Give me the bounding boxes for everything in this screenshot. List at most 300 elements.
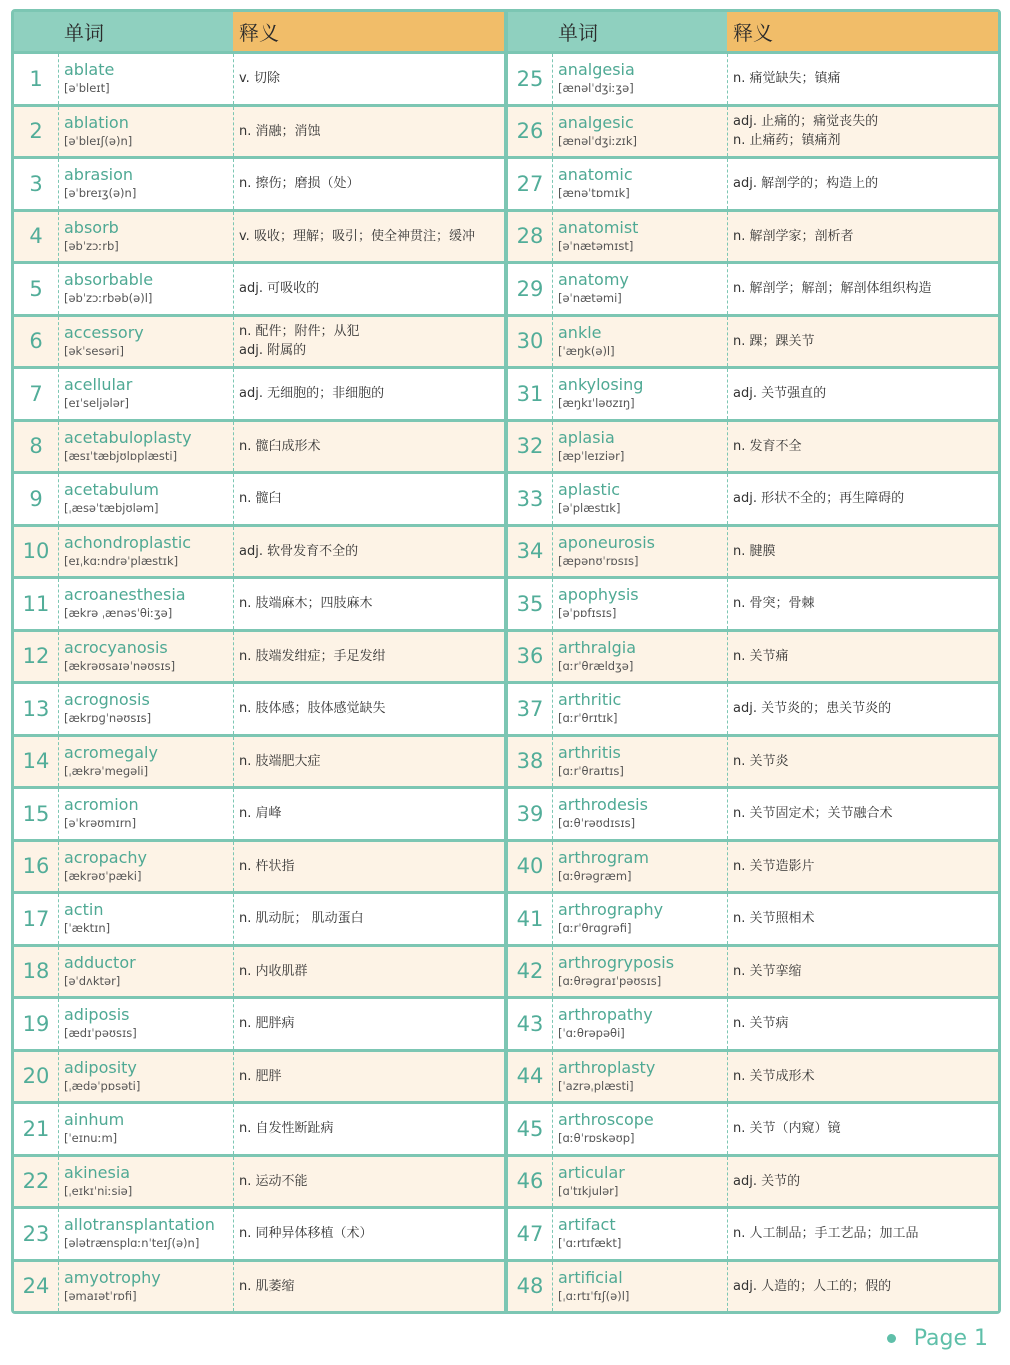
row-number: 32 <box>516 434 544 459</box>
definition-cell <box>233 369 504 419</box>
word-text: arthropathy <box>558 1005 653 1025</box>
table-row <box>508 681 998 734</box>
definition-text: v. 吸收；理解；吸引；使全神贯注；缓冲 <box>239 228 475 244</box>
word-cell <box>552 159 727 209</box>
table-row <box>508 734 998 787</box>
phonetic-text: [æŋkɪˈləʊzɪŋ] <box>558 396 635 411</box>
word-text: absorb <box>64 217 119 237</box>
phonetic-text: [ækrɒɡˈnəʊsɪs] <box>64 711 152 726</box>
definition-text: n. 解剖学家；剖析者 <box>733 228 854 244</box>
word-cell <box>552 737 727 787</box>
word-cell <box>58 947 233 997</box>
phonetic-text: [ɑːθˈrəʊdɪsɪs] <box>558 816 636 831</box>
definition-text: adj. 形状不全的；再生障碍的 <box>733 491 905 507</box>
word-text: ankylosing <box>558 375 644 395</box>
page-footer <box>887 1326 988 1351</box>
definition-cell <box>727 842 998 892</box>
phonetic-text: [ˈɑːrtɪfækt] <box>558 1236 622 1251</box>
table-row <box>508 576 998 629</box>
word-cell <box>552 1209 727 1259</box>
table-row <box>508 471 998 524</box>
rows-left <box>14 51 504 1311</box>
word-cell <box>552 684 727 734</box>
word-text: accessory <box>64 322 144 342</box>
word-text: artifact <box>558 1215 616 1235</box>
definition-text: n. 配件；附件；从犯 <box>239 324 360 340</box>
phonetic-text: [æsɪˈtæbjʊlɒplæsti] <box>64 448 178 463</box>
word-cell <box>58 1052 233 1102</box>
definition-cell <box>233 422 504 472</box>
word-cell <box>552 632 727 682</box>
row-number: 22 <box>22 1169 50 1194</box>
row-number: 48 <box>516 1274 544 1299</box>
phonetic-text: [əˈbleɪt] <box>64 81 110 96</box>
phonetic-text: [əmaɪətˈrɒfi] <box>64 1288 137 1303</box>
phonetic-text: [ɑːrˈθraɪtɪs] <box>558 763 624 778</box>
table-row <box>14 1101 504 1154</box>
word-cell <box>58 107 233 157</box>
word-cell <box>58 212 233 262</box>
row-number: 3 <box>29 171 43 196</box>
word-cell <box>58 842 233 892</box>
phonetic-text: [əˈbreɪʒ(ə)n] <box>64 186 137 201</box>
definition-text: n. 关节（内窥）镜 <box>733 1121 841 1137</box>
definition-cell <box>727 212 998 262</box>
left-column <box>14 12 504 1311</box>
row-number: 24 <box>22 1274 50 1299</box>
row-number: 35 <box>516 591 544 616</box>
definition-text: n. 肢端发绀症；手足发绀 <box>239 648 386 664</box>
definition-text: n. 关节固定术；关节融合术 <box>733 806 893 822</box>
table-row <box>14 786 504 839</box>
definition-text: n. 关节病 <box>733 1016 789 1032</box>
word-text: arthrogram <box>558 847 649 867</box>
page-number: Page 1 <box>913 1326 988 1351</box>
table-row <box>14 524 504 577</box>
definition-text: n. 关节照相术 <box>733 911 815 927</box>
definition-cell <box>727 369 998 419</box>
row-number: 41 <box>516 906 544 931</box>
definition-text: n. 发育不全 <box>733 438 802 454</box>
phonetic-text: [ˌækrəˈmeɡəli] <box>64 763 149 778</box>
row-number: 12 <box>22 644 50 669</box>
table-row <box>14 891 504 944</box>
definition-cell <box>233 947 504 997</box>
table-row <box>508 1154 998 1207</box>
header-word: 单词 <box>508 12 727 51</box>
word-cell <box>58 1157 233 1207</box>
definition-cell <box>233 842 504 892</box>
row-number: 13 <box>22 696 50 721</box>
table-row <box>14 839 504 892</box>
row-number: 43 <box>516 1011 544 1036</box>
table-row <box>508 996 998 1049</box>
definition-cell <box>233 159 504 209</box>
phonetic-text: [ˈeɪnuːm] <box>64 1131 118 1146</box>
word-cell <box>552 789 727 839</box>
definition-cell <box>233 632 504 682</box>
phonetic-text: [ˈæktɪn] <box>64 921 111 936</box>
vocabulary-table <box>11 9 1001 1314</box>
phonetic-text: [ɑˈtɪkjulər] <box>558 1183 619 1198</box>
definition-text: adj. 关节强直的 <box>733 386 827 402</box>
row-number: 10 <box>22 539 50 564</box>
table-row <box>14 156 504 209</box>
header-definition: 释义 <box>233 12 504 51</box>
definition-text: n. 消融；消蚀 <box>239 123 321 139</box>
row-number: 37 <box>516 696 544 721</box>
definition-text: adj. 附属的 <box>239 343 307 359</box>
rows-right <box>508 51 998 1311</box>
row-number: 11 <box>22 591 50 616</box>
definition-cell <box>727 474 998 524</box>
word-text: acrocyanosis <box>64 637 168 657</box>
word-cell <box>552 527 727 577</box>
table-row <box>14 944 504 997</box>
definition-text: n. 肌萎缩 <box>239 1278 295 1294</box>
word-cell <box>552 894 727 944</box>
definition-text: n. 肥胖病 <box>239 1016 295 1032</box>
word-text: adiposity <box>64 1057 137 1077</box>
row-number: 40 <box>516 854 544 879</box>
word-text: anatomic <box>558 165 633 185</box>
phonetic-text: [ænəlˈdʒiːʒə] <box>558 81 634 96</box>
definition-text: n. 人工制品；手工艺品；加工品 <box>733 1226 919 1242</box>
word-text: acellular <box>64 375 133 395</box>
word-cell <box>58 369 233 419</box>
row-number: 29 <box>516 276 544 301</box>
table-row <box>508 314 998 367</box>
definition-cell <box>727 789 998 839</box>
word-text: artificial <box>558 1267 623 1287</box>
word-text: allotransplantation <box>64 1215 215 1235</box>
phonetic-text: [ænəlˈdʒiːzɪk] <box>558 133 637 148</box>
phonetic-text: [æpənʊˈrɒsɪs] <box>558 553 639 568</box>
table-row <box>14 576 504 629</box>
word-text: arthroscope <box>558 1110 654 1130</box>
phonetic-text: [əbˈzɔːrb] <box>64 238 119 253</box>
row-number: 34 <box>516 539 544 564</box>
phonetic-text: [əbˈzɔːrbəb(ə)l] <box>64 291 153 306</box>
table-row <box>508 419 998 472</box>
definition-cell <box>727 159 998 209</box>
definition-text: n. 关节挛缩 <box>733 963 802 979</box>
table-row <box>508 1206 998 1259</box>
phonetic-text: [ˈɑːθrəpəθi] <box>558 1026 625 1041</box>
word-text: articular <box>558 1162 625 1182</box>
word-cell <box>58 422 233 472</box>
word-text: arthritis <box>558 742 621 762</box>
definition-text: n. 痛觉缺失；镇痛 <box>733 71 841 87</box>
definition-text: n. 关节炎 <box>733 753 789 769</box>
row-number: 21 <box>22 1116 50 1141</box>
row-number: 1 <box>29 66 43 91</box>
row-number: 18 <box>22 959 50 984</box>
definition-cell <box>727 1262 998 1312</box>
definition-cell <box>727 999 998 1049</box>
phonetic-text: [ˌɑːrtɪˈfɪʃ(ə)l] <box>558 1288 630 1303</box>
word-text: acetabuloplasty <box>64 427 192 447</box>
word-cell <box>58 159 233 209</box>
row-number: 4 <box>29 224 43 249</box>
word-cell <box>552 1052 727 1102</box>
row-number: 47 <box>516 1221 544 1246</box>
definition-text: n. 腱膜 <box>733 543 776 559</box>
word-text: acetabulum <box>64 480 159 500</box>
table-row <box>508 156 998 209</box>
word-text: akinesia <box>64 1162 131 1182</box>
word-cell <box>552 579 727 629</box>
row-number: 45 <box>516 1116 544 1141</box>
table-row <box>508 261 998 314</box>
word-text: acrognosis <box>64 690 150 710</box>
word-cell <box>58 894 233 944</box>
row-number: 31 <box>516 381 544 406</box>
phonetic-text: [əˈpɒfɪsɪs] <box>558 606 617 621</box>
row-number: 27 <box>516 171 544 196</box>
phonetic-text: [ˌæsəˈtæbjʊləm] <box>64 501 159 516</box>
word-text: analgesic <box>558 112 634 132</box>
definition-text: n. 踝；踝关节 <box>733 333 815 349</box>
word-cell <box>552 264 727 314</box>
word-cell <box>552 1262 727 1312</box>
row-number: 5 <box>29 276 43 301</box>
word-text: adiposis <box>64 1005 130 1025</box>
word-text: anatomist <box>558 217 639 237</box>
word-cell <box>58 632 233 682</box>
definition-text: adj. 软骨发育不全的 <box>239 543 359 559</box>
row-number: 15 <box>22 801 50 826</box>
definition-text: n. 关节痛 <box>733 648 789 664</box>
word-cell <box>552 999 727 1049</box>
row-number: 9 <box>29 486 43 511</box>
phonetic-text: [ækrəʊsaɪəˈnəʊsɪs] <box>64 658 176 673</box>
table-row <box>14 629 504 682</box>
row-number: 23 <box>22 1221 50 1246</box>
definition-cell <box>233 264 504 314</box>
definition-cell <box>727 1157 998 1207</box>
definition-text: n. 肢端麻木；四肢麻木 <box>239 596 373 612</box>
table-row <box>508 209 998 262</box>
word-cell <box>552 1157 727 1207</box>
word-text: aplasia <box>558 427 615 447</box>
word-text: actin <box>64 900 104 920</box>
definition-cell <box>233 1209 504 1259</box>
table-row <box>14 209 504 262</box>
word-cell <box>58 264 233 314</box>
phonetic-text: [ɑːθrəɡræm] <box>558 868 632 883</box>
word-text: acroanesthesia <box>64 585 186 605</box>
phonetic-text: [ˌeɪkɪˈniːsiə] <box>64 1183 133 1198</box>
definition-cell <box>233 1262 504 1312</box>
table-row <box>14 261 504 314</box>
word-text: ankle <box>558 322 602 342</box>
word-text: acropachy <box>64 847 147 867</box>
definition-text: adj. 关节的 <box>733 1173 801 1189</box>
phonetic-text: [ækrə ˌænəsˈθiːʒə] <box>64 606 173 621</box>
word-text: acromion <box>64 795 139 815</box>
word-cell <box>58 317 233 367</box>
table-row <box>14 366 504 419</box>
word-text: arthralgia <box>558 637 637 657</box>
definition-cell <box>233 1052 504 1102</box>
row-number: 7 <box>29 381 43 406</box>
row-number: 33 <box>516 486 544 511</box>
definition-cell <box>233 54 504 104</box>
phonetic-text: [ɑːθrəɡraɪˈpəʊsɪs] <box>558 973 662 988</box>
definition-cell <box>727 107 998 157</box>
phonetic-text: [ɑːθˈrɒskəʊp] <box>558 1131 635 1146</box>
phonetic-text: [ɑːrˈθrɪtɪk] <box>558 711 618 726</box>
table-row <box>508 366 998 419</box>
row-number: 28 <box>516 224 544 249</box>
table-row <box>508 839 998 892</box>
definition-cell <box>233 999 504 1049</box>
definition-cell <box>727 947 998 997</box>
definition-cell <box>727 579 998 629</box>
word-text: abrasion <box>64 165 134 185</box>
word-text: adductor <box>64 952 136 972</box>
table-row <box>14 734 504 787</box>
word-cell <box>58 684 233 734</box>
word-cell <box>552 107 727 157</box>
definition-text: n. 自发性断趾病 <box>239 1121 334 1137</box>
phonetic-text: [ɑːrˈθrældʒə] <box>558 658 634 673</box>
phonetic-text: [əˈbleɪʃ(ə)n] <box>64 133 133 148</box>
row-number: 20 <box>22 1064 50 1089</box>
row-number: 25 <box>516 66 544 91</box>
table-row <box>508 891 998 944</box>
word-text: aplastic <box>558 480 621 500</box>
phonetic-text: [əˈkrəʊmɪrn] <box>64 816 137 831</box>
table-row <box>508 524 998 577</box>
definition-text: n. 髋臼 <box>239 491 282 507</box>
definition-cell <box>727 422 998 472</box>
row-number: 44 <box>516 1064 544 1089</box>
definition-text: n. 杵状指 <box>239 858 295 874</box>
word-cell <box>552 317 727 367</box>
table-row <box>508 944 998 997</box>
table-row <box>508 629 998 682</box>
definition-cell <box>727 632 998 682</box>
table-row <box>14 471 504 524</box>
definition-text: n. 骨突；骨棘 <box>733 596 815 612</box>
table-row <box>14 1154 504 1207</box>
definition-text: n. 肢端肥大症 <box>239 753 321 769</box>
definition-cell <box>233 579 504 629</box>
word-cell <box>552 947 727 997</box>
word-text: aponeurosis <box>558 532 656 552</box>
definition-text: adj. 人造的；人工的；假的 <box>733 1278 892 1294</box>
table-row <box>14 681 504 734</box>
word-cell <box>58 1209 233 1259</box>
definition-text: n. 内收肌群 <box>239 963 308 979</box>
phonetic-text: [ædɪˈpəʊsɪs] <box>64 1026 137 1041</box>
word-text: apophysis <box>558 585 639 605</box>
definition-text: n. 运动不能 <box>239 1173 308 1189</box>
right-column <box>504 12 998 1311</box>
table-row <box>14 419 504 472</box>
definition-text: n. 关节成形术 <box>733 1068 815 1084</box>
word-text: arthritic <box>558 690 622 710</box>
definition-cell <box>727 737 998 787</box>
phonetic-text: [æpˈleɪziər] <box>558 448 625 463</box>
word-text: ainhum <box>64 1110 125 1130</box>
table-row <box>14 1049 504 1102</box>
word-cell <box>552 369 727 419</box>
definition-cell <box>233 1104 504 1154</box>
row-number: 30 <box>516 329 544 354</box>
table-row <box>508 1049 998 1102</box>
row-number: 6 <box>29 329 43 354</box>
word-text: anatomy <box>558 270 629 290</box>
definition-text: n. 肥胖 <box>239 1068 282 1084</box>
phonetic-text: [əˈnætəmɪst] <box>558 238 634 253</box>
definition-text: n. 解剖学；解剖；解剖体组织构造 <box>733 281 932 297</box>
definition-cell <box>233 1157 504 1207</box>
definition-cell <box>233 212 504 262</box>
definition-cell <box>233 737 504 787</box>
table-row <box>508 786 998 839</box>
definition-text: n. 肢体感；肢体感觉缺失 <box>239 701 386 717</box>
definition-cell <box>727 894 998 944</box>
word-cell <box>58 579 233 629</box>
phonetic-text: [əkˈsesəri] <box>64 343 124 358</box>
phonetic-text: [eɪˌkɑːndrəˈplæstɪk] <box>64 553 179 568</box>
table-row <box>14 996 504 1049</box>
definition-text: adj. 关节炎的；患关节炎的 <box>733 701 892 717</box>
header-definition: 释义 <box>727 12 998 51</box>
table-header <box>508 12 998 51</box>
word-cell <box>58 789 233 839</box>
phonetic-text: [ˈazrəˌplæsti] <box>558 1078 634 1093</box>
table-row <box>14 1259 504 1312</box>
definition-cell <box>727 527 998 577</box>
word-cell <box>552 474 727 524</box>
word-text: arthroplasty <box>558 1057 656 1077</box>
word-text: achondroplastic <box>64 532 192 552</box>
word-text: arthrodesis <box>558 795 648 815</box>
word-cell <box>552 1104 727 1154</box>
word-cell <box>58 999 233 1049</box>
word-text: acromegaly <box>64 742 158 762</box>
definition-cell <box>727 264 998 314</box>
word-text: absorbable <box>64 270 154 290</box>
definition-text: v. 切除 <box>239 71 280 87</box>
row-number: 46 <box>516 1169 544 1194</box>
phonetic-text: [ænəˈtɒmɪk] <box>558 186 630 201</box>
phonetic-text: [eɪˈseljələr] <box>64 396 130 411</box>
table-row <box>14 51 504 104</box>
row-number: 2 <box>29 119 43 144</box>
word-text: arthrogryposis <box>558 952 675 972</box>
row-number: 26 <box>516 119 544 144</box>
word-text: amyotrophy <box>64 1267 161 1287</box>
definition-cell <box>727 54 998 104</box>
phonetic-text: [əˈplæstɪk] <box>558 501 621 516</box>
definition-cell <box>727 317 998 367</box>
definition-text: adj. 止痛的；痛觉丧失的 <box>733 114 879 130</box>
word-text: analgesia <box>558 60 635 80</box>
definition-cell <box>727 1209 998 1259</box>
definition-text: n. 肩峰 <box>239 806 282 822</box>
word-text: ablation <box>64 112 129 132</box>
word-text: ablate <box>64 60 115 80</box>
table-row <box>508 1101 998 1154</box>
table-row <box>508 51 998 104</box>
definition-text: adj. 解剖学的；构造上的 <box>733 176 879 192</box>
row-number: 8 <box>29 434 43 459</box>
